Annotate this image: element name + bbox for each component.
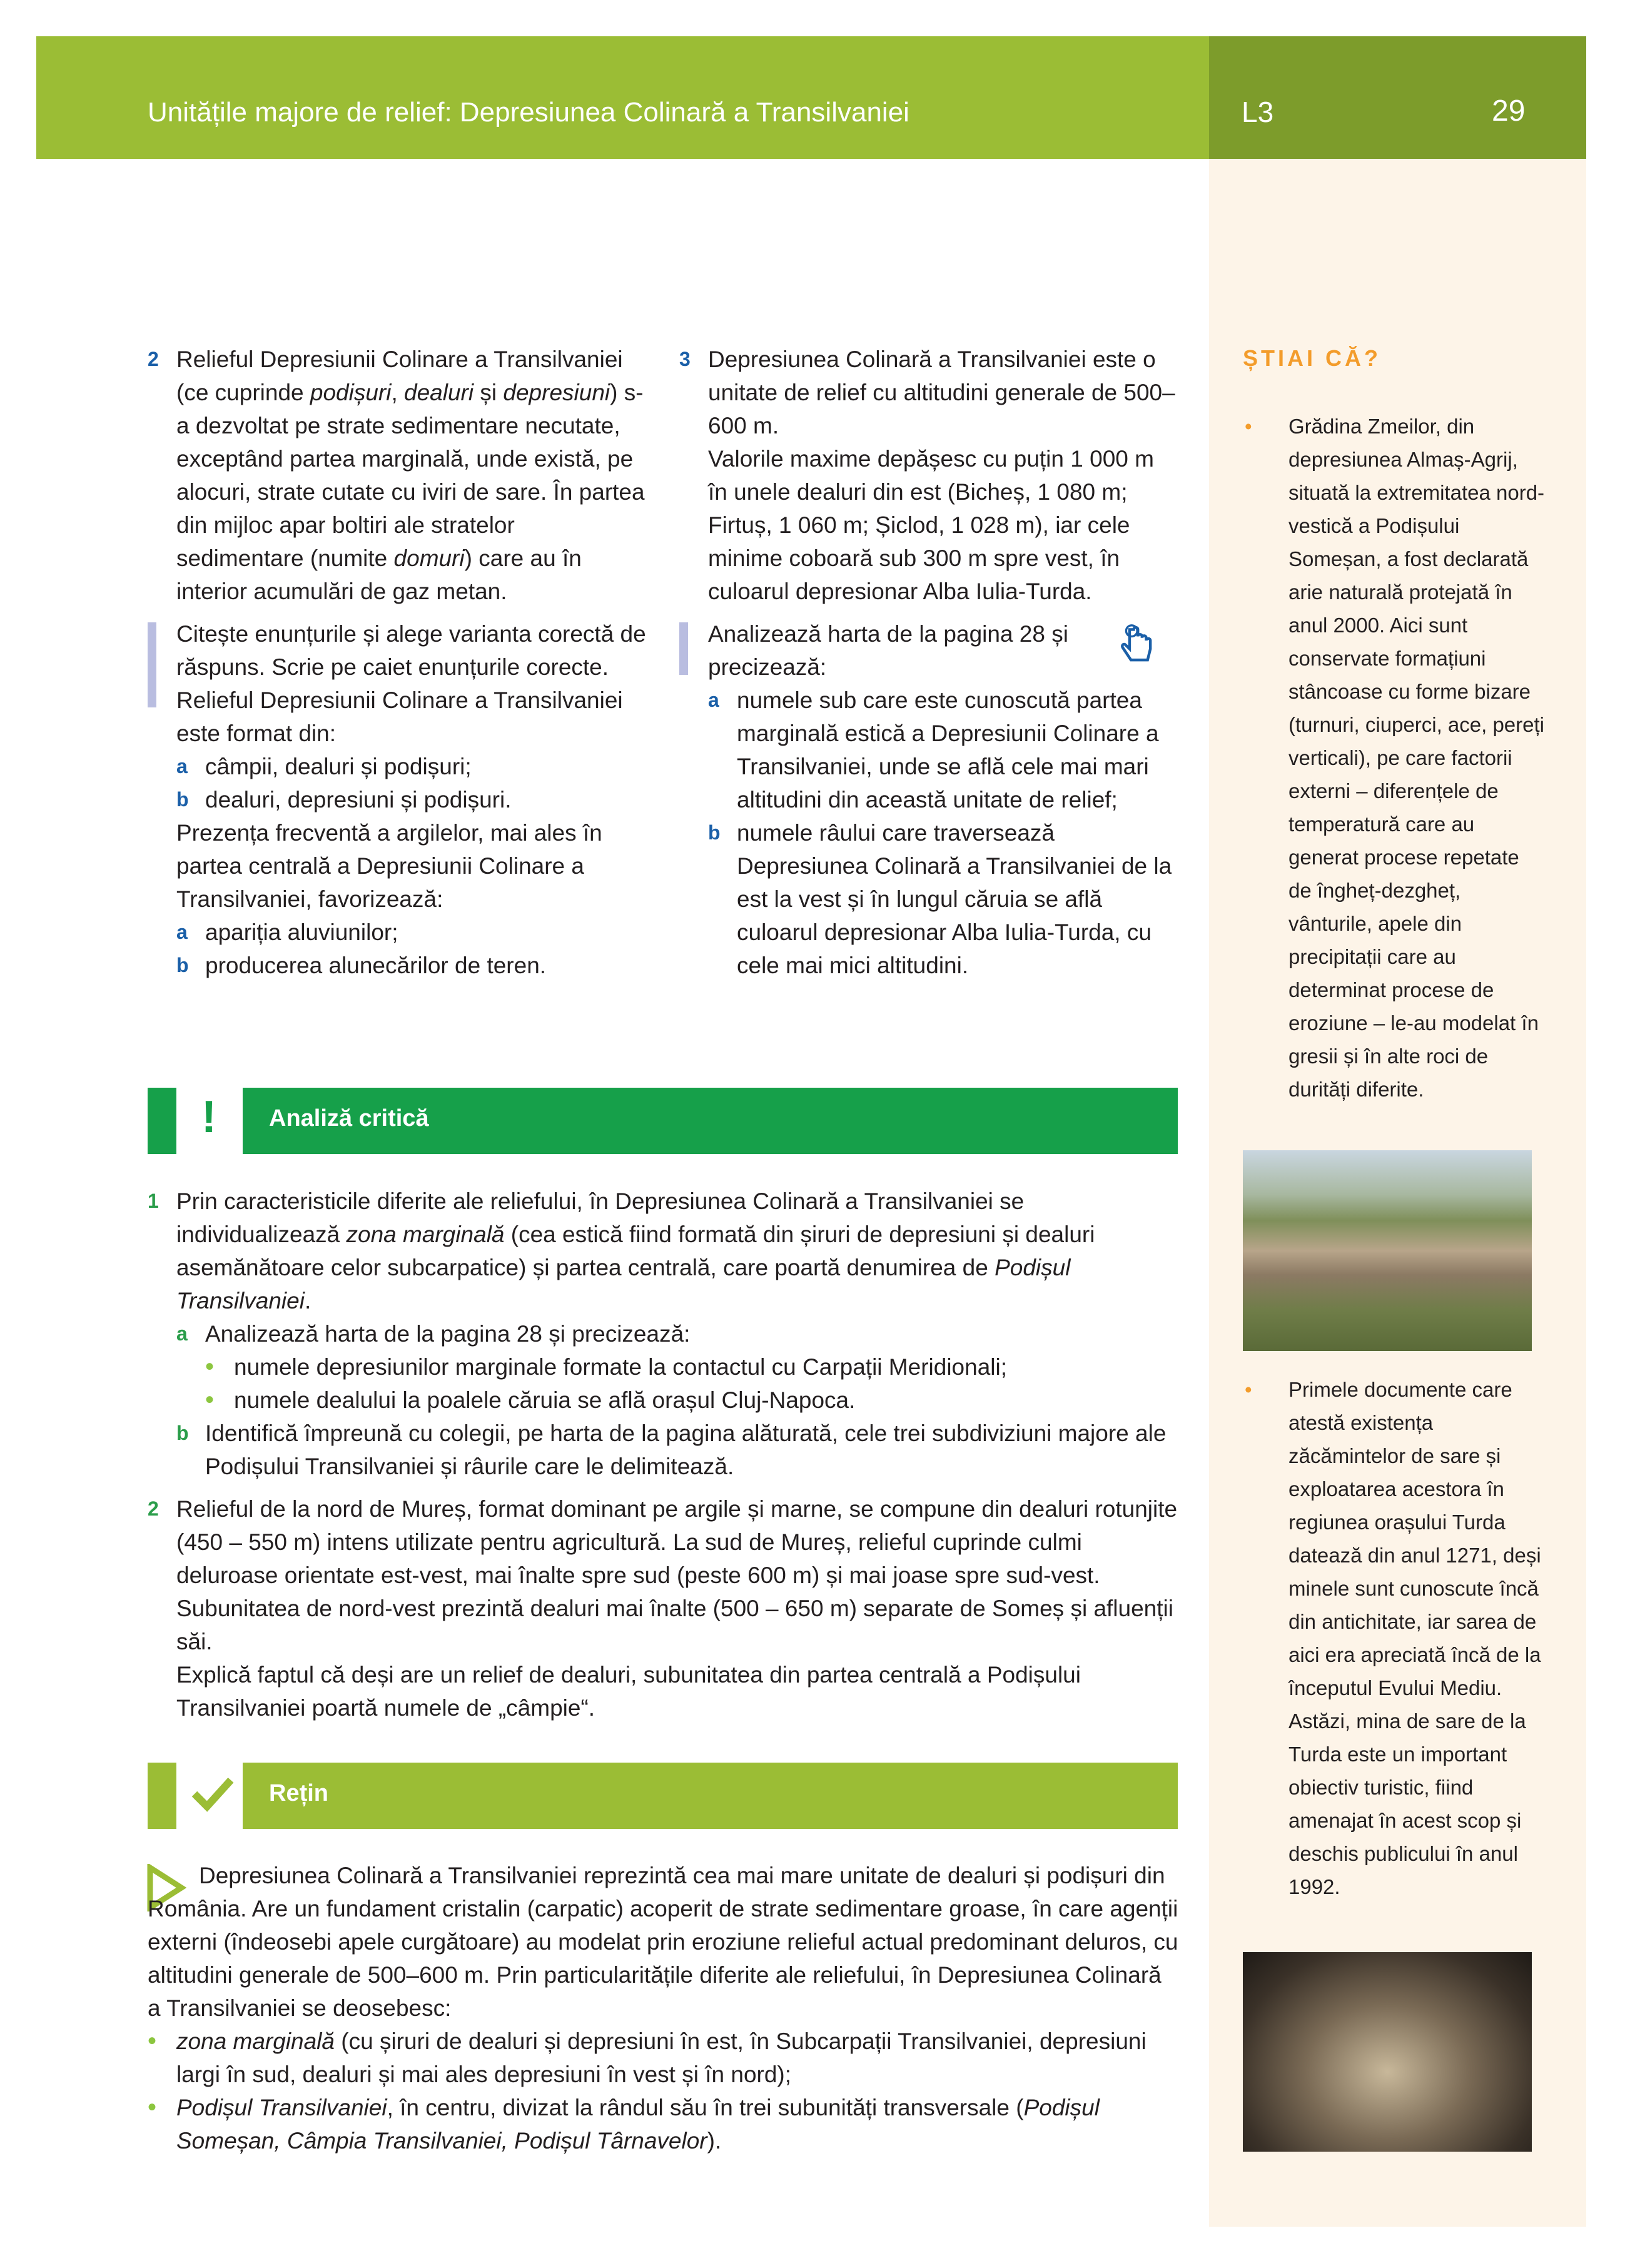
italic-term: Podișul Someșan, Câmpia Transilvaniei, Podișul Târnavelor [176,2095,1100,2154]
option [679,816,1180,982]
option-letter: a [708,689,719,711]
italic-term: zona marginală [176,2028,335,2054]
subitem-text: Identifică împreună cu colegii, pe harta de la pagina alăturată, cele trei subdiviziuni majore ale Podișului Transilvaniei și râurile care le delimitează. [205,1420,1167,1479]
option [176,916,648,949]
text-segment: , [391,380,405,405]
retin-text: Depresiunea Colinară a Transilvaniei reprezintă cea mai mare unitate de dealuri și podișuri din România. Are un fundament cristalin (carpatic) acoperit de strate sedimentare groase, în care agenții externi (îndeosebi apele curgătoare) au modelat prin eroziune relieful actual predominant deluros, cu altitudini generale de 500–600 m. Prin particularitățile diferite ale reliefului, în Depresiunea Colinară a Transilvaniei se deosebesc: [148,1863,1178,2021]
critic-section [148,1185,1180,1724]
option-letter: b [708,821,721,844]
question-2: Prezența frecventă a argilelor, mai ales în partea centrală a Depresiunii Colinare a Transilvaniei, favorizează: [176,820,602,912]
option [679,684,1180,816]
option-text: apariția aluviunilor; [205,919,398,945]
text-segment: ) care au în interior acumulări de gaz metan. [176,545,582,604]
critic-title: Analiză critică [269,1105,429,1131]
text-segment: . [304,1288,311,1314]
italic-term: Podișul Transilvaniei [176,2095,387,2120]
text-segment: și [473,380,504,405]
text-segment: Relieful Depresiunii Colinare a Transilvaniei (ce cuprinde [176,347,623,405]
exclamation-icon: ! [201,1092,216,1142]
exercise-number: 3 [679,348,691,370]
fact-1: • Grădina Zmeilor, din depresiunea Almaș-Agrij, situată la extremitatea nord-vestică a Podișului Someșan, a fost declarată arie naturală protejată în anul 2000. Aici sunt conservate formațiuni stâncoase cu forme bizare (turnuri, ciuperci, ace, pereți verticali), pe care factorii externi – diferențele de temperatură care au generat procese repetate de îngheț-dezgheț, vânturile, apele din precipitații care au determinat procese de eroziune – le-au modelat în gresii și în alte roci de durități diferite. [1245,410,1545,1106]
item-number: 2 [148,1497,159,1520]
instruction-text: Analizează harta de la pagina 28 și precizează: [708,621,1068,680]
exercise-text: Depresiunea Colinară a Transilvaniei este o unitate de relief cu altitudini generale de 500–600 m. [708,347,1175,438]
exercise-2 [148,343,648,608]
item-question: Explică faptul că deși are un relief de dealuri, subunitatea din partea centrală a Podișului Transilvaniei poartă numele de „câmpie“. [176,1662,1081,1721]
option-text: numele sub care este cunoscută partea marginală estică a Depresiunii Colinare a Transilvaniei, unde se află cele mai mari altitudini din această unitate de relief; [737,687,1159,813]
option-text: numele râului care traversează Depresiunea Colinară a Transilvaniei de la est la vest și în lungul căruia se află culoarul depresionar Alba Iulia-Turda, cu cele mai mici altitudini. [737,820,1172,978]
exercise-text [176,347,645,604]
page-number: 29 [1492,94,1526,128]
italic-term: domuri [393,545,465,571]
option [176,783,648,816]
subitem-b [176,1417,1180,1483]
photo-gradina-zmeilor [1243,1150,1532,1351]
bullet-item: • numele dealului la poalele căruia se află orașul Cluj-Napoca. [205,1384,1180,1417]
critic-header [243,1088,1178,1154]
text-segment: Prin caracteristicile diferite ale reliefului, în Depresiunea Colinară a Transilvaniei se individualizează [176,1188,1025,1247]
italic-term: dealuri [404,380,474,405]
italic-term: zona marginală [346,1222,505,1247]
exercise-number: 2 [148,348,159,370]
text-segment: ) s-a dezvoltat pe strate sedimentare necutate, exceptând partea marginală, unde există, pe alocuri, strate cutate cu iviri de sare. În partea din mijloc apar boltiri ale stratelor sedimentare (numite [176,380,645,571]
option-letter: a [176,921,188,943]
critic-item-1 [148,1185,1180,1483]
instruction-block [148,617,648,982]
option-text: dealuri, depresiuni și podișuri. [205,787,512,813]
bullet-item: • numele depresiunilor marginale formate la contactul cu Carpații Meridionali; [205,1350,1180,1384]
critic-item-2 [148,1492,1180,1724]
italic-term: podișuri [310,380,392,405]
retin-section [148,1859,1180,2157]
left-column [148,343,648,982]
subitem-a [176,1317,1180,1417]
item-number: 1 [148,1190,159,1212]
option [176,750,648,783]
exercise-text-2: Valorile maxime depășesc cu puțin 1 000 m în unele dealuri din est (Bicheș, 1 080 m; Firtuș, 1 060 m; Șiclod, 1 028 m), iar cele minime coboară sub 300 m spre vest, în culoarul depresionar Alba Iulia-Turda. [708,446,1154,604]
text-segment: (cea estică fiind formată din șiruri de depresiuni și dealuri asemănătoare celor subcarpatice) și partea centrală, care poartă denumirea de [176,1222,1095,1280]
photo-salina-turda [1243,1952,1532,2152]
right-column [679,343,1180,982]
option-letter: b [176,788,189,811]
subitem-letter: a [176,1322,188,1345]
text-segment: , în centru, divizat la rândul său în trei subunități transversale ( [387,2095,1024,2120]
bullet-item [148,2091,1180,2157]
text-segment: ). [707,2128,722,2154]
checkmark-icon [191,1775,235,1813]
exercise-3 [679,343,1180,608]
retin-title: Rețin [269,1780,328,1806]
critic-bar-tab [148,1088,176,1154]
hand-pointer-icon[interactable] [1117,624,1156,669]
retin-bar-tab [148,1763,176,1829]
item-text [176,1188,1095,1314]
option-text: câmpii, dealuri și podișuri; [205,754,472,779]
option-letter: b [176,954,189,976]
option [176,949,648,982]
text-segment: (cu șiruri de dealuri și depresiuni în est, în Subcarpații Transilvaniei, depresiuni largi în sud, dealuri și mai ales depresiuni în vest și în nord); [176,2028,1147,2087]
sidebar-title: ȘTIAI CĂ? [1243,345,1381,371]
italic-term: Podișul Transilvaniei [176,1255,1071,1314]
subitem-text: Analizează harta de la pagina 28 și precizează: [205,1321,691,1347]
instruction-marker [679,622,688,675]
option-letter: a [176,755,188,777]
option-text: producerea alunecărilor de teren. [205,953,547,978]
question-1: Relieful Depresiunii Colinare a Transilvaniei este format din: [176,687,623,746]
sidebar-facts-2 [1245,1373,1545,1903]
retin-header [243,1763,1178,1829]
italic-term: depresiuni [503,380,610,405]
page-title: Unitățile majore de relief: Depresiunea Colinară a Transilvaniei [148,97,909,128]
sidebar-facts [1245,410,1545,1106]
instruction-text: Citește enunțurile și alege varianta corectă de răspuns. Scrie pe caiet enunțurile corecte. [176,621,646,680]
subitem-letter: b [176,1422,189,1444]
fact-2: • Primele documente care atestă existența zăcămintelor de sare și exploatarea acestora în regiunea orașului Turda datează din anul 1271, deși minele sunt cunoscute încă din antichitate, iar sarea de aici era apreciată încă de la începutul Evului Mediu. Astăzi, mina de sare de la Turda este un important obiectiv turistic, fiind amenajat în acest scop și deschis publicului în anul 1992. [1245,1373,1545,1903]
instruction-marker [148,622,156,707]
instruction-block [679,617,1180,982]
item-text: Relieful de la nord de Mureș, format dominant pe argile și marne, se compune din dealuri rotunjite (450 – 550 m) intens utilizate pentru agricultură. La sud de Mureș, relieful cuprinde culmi deluroase orientate est-vest, mai înalte spre sud (peste 600 m) și mai joase spre sud-vest. Subunitatea de nord-vest prezintă dealuri mai înalte (500 – 650 m) separate de Someș și afluenții săi. [176,1496,1178,1654]
bullet-item [148,2025,1180,2091]
lesson-label: L3 [1242,96,1274,128]
